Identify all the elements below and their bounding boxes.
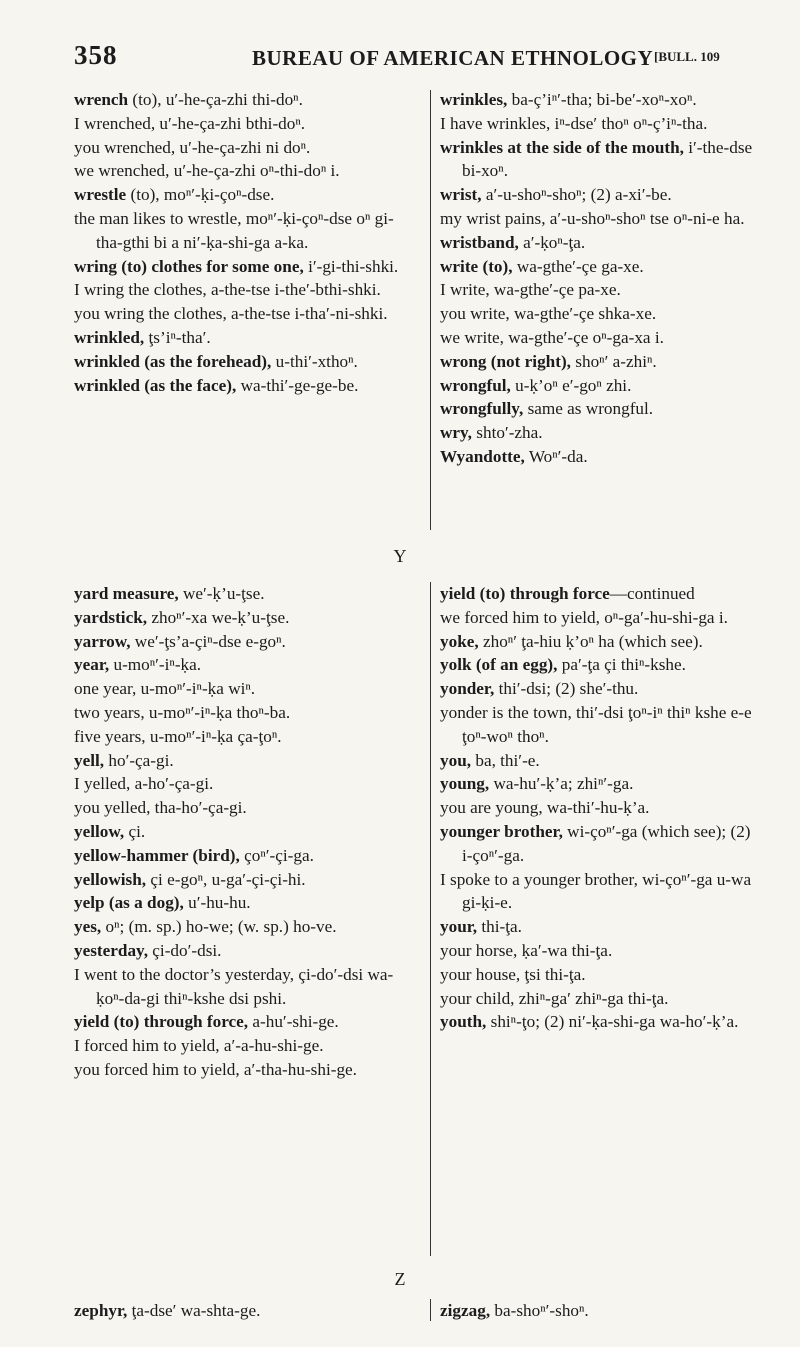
column-rule-z — [430, 1299, 431, 1321]
headword: wrinkled (as the face), — [74, 375, 237, 395]
dictionary-entry — [440, 255, 760, 279]
dictionary-entry — [74, 606, 414, 630]
headword: wrinkled, — [74, 327, 145, 347]
headword: younger brother, — [440, 821, 563, 841]
example-phrase: I spoke to a younger brother, wi-çoⁿ′-ga u-wa gi-ḳi-e. — [440, 869, 752, 913]
headword: yield (to) through force, — [74, 1012, 249, 1032]
headword: wrist, — [440, 185, 482, 205]
page-header — [74, 40, 754, 74]
example-phrase: you yelled, tha-ho′-ça-gi. — [74, 798, 247, 818]
dictionary-entry — [74, 915, 414, 939]
example-phrase: I forced him to yield, a′-a-hu-shi-ge. — [74, 1036, 324, 1056]
example-phrase: you are young, wa-thi′-hu-ḳ’a. — [440, 798, 650, 818]
example-phrase: I write, wa-gthe′-çe pa-xe. — [440, 280, 621, 300]
dictionary-entry — [74, 868, 414, 892]
definition: zhoⁿ′-xa we-ḳ’u-ţse. — [147, 607, 290, 627]
headword: yield (to) through force — [440, 584, 610, 603]
example-phrase: I wring the clothes, a-the-tse i-the′-bthi-shki. — [74, 280, 381, 300]
headword: yes, — [74, 917, 102, 937]
headword: yonder, — [440, 679, 495, 699]
example-phrase: one year, u-moⁿ′-iⁿ-ḳa wiⁿ. — [74, 679, 256, 699]
definition: u′-hu-hu. — [183, 893, 251, 913]
definition: (to), moⁿ′-ḳi-çoⁿ-dse. — [126, 185, 275, 205]
example-phrase: two years, u-moⁿ′-iⁿ-ḳa thoⁿ-ba. — [74, 702, 291, 722]
definition: i′-gi-thi-shki. — [303, 256, 399, 276]
dictionary-entry — [440, 350, 760, 374]
headword: wrench — [74, 90, 129, 109]
headword: wrinkles at the side of the mouth, — [440, 137, 684, 157]
dictionary-entry — [440, 183, 760, 207]
definition: shoⁿ′ a-zhiⁿ. — [570, 351, 657, 371]
dictionary-entry — [74, 88, 414, 112]
w-entries-left-column — [74, 88, 414, 397]
dictionary-entry — [74, 653, 414, 677]
definition: ba-ç’iⁿ′-tha; bi-be′-xoⁿ-xoⁿ. — [507, 90, 697, 109]
dictionary-entry — [74, 630, 414, 654]
dictionary-entry — [440, 445, 760, 469]
definition: a′-ḳoⁿ-ţa. — [518, 232, 586, 252]
headword: wrinkles, — [440, 90, 508, 109]
dictionary-entry — [74, 326, 414, 350]
headword: yelp (as a dog), — [74, 893, 184, 913]
section-letter-z: Z — [394, 1269, 406, 1289]
dictionary-entry — [74, 183, 414, 207]
definition: a′-u-shoⁿ-shoⁿ; (2) a-xi′-be. — [481, 185, 672, 205]
definition: u-moⁿ′-iⁿ-ḳa. — [109, 655, 202, 675]
headword: write (to), — [440, 256, 513, 276]
dictionary-entry — [440, 915, 760, 939]
headword: yellow-hammer (bird), — [74, 845, 240, 865]
dictionary-entry — [74, 582, 414, 606]
definition: shiⁿ-ţo; (2) ni′-ḳa-shi-ga wa-ho′-ḳ’a. — [486, 1012, 739, 1032]
example-phrase: my wrist pains, a′-u-shoⁿ-shoⁿ tse oⁿ-ni-e ha. — [440, 208, 745, 228]
dictionary-entry — [74, 939, 414, 963]
example-phrase: you wring the clothes, a-the-tse i-tha′-ni-shki. — [74, 304, 388, 324]
definition: u-thi′-xthoⁿ. — [271, 351, 358, 371]
headword: wristband, — [440, 232, 519, 252]
headword: wrong (not right), — [440, 351, 571, 371]
example-phrase: I wrenched, u′-he-ça-zhi bthi-doⁿ. — [74, 113, 306, 133]
definition: thi′-dsi; (2) she′-thu. — [494, 679, 639, 699]
headword: Wyandotte, — [440, 446, 525, 466]
headword: yoke, — [440, 631, 479, 651]
headword: wrestle — [74, 185, 127, 205]
example-phrase: you write, wa-gthe′-çe shka-xe. — [440, 304, 657, 324]
definition: ho′-ça-gi. — [104, 750, 174, 770]
dictionary-entry — [440, 582, 760, 606]
definition: Woⁿ′-da. — [524, 446, 588, 466]
example-phrase: your house, ţsi thi-ţa. — [440, 964, 586, 984]
example-phrase: five years, u-moⁿ′-iⁿ-ḳa ça-ţoⁿ. — [74, 726, 282, 746]
headword: yellow, — [74, 821, 125, 841]
example-phrase: you wrenched, u′-he-ça-zhi ni doⁿ. — [74, 137, 311, 157]
w-entries-right-column — [440, 88, 760, 469]
definition: çoⁿ′-çi-ga. — [239, 845, 314, 865]
running-title: BUREAU OF AMERICAN ETHNOLOGY — [252, 46, 654, 70]
definition: wa-thi′-ge-ge-be. — [236, 375, 359, 395]
dictionary-entry — [74, 255, 414, 279]
dictionary-entry — [440, 653, 760, 677]
dictionary-entry — [440, 231, 760, 255]
headword: yarrow, — [74, 631, 131, 651]
definition: çi. — [124, 821, 146, 841]
dictionary-entry — [74, 350, 414, 374]
headword: wrongfully, — [440, 399, 524, 419]
definition: (to), u′-he-ça-zhi thi-doⁿ. — [128, 90, 303, 109]
section-letter-y: Y — [393, 546, 407, 566]
definition: wa-gthe′-çe ga-xe. — [512, 256, 644, 276]
definition: wi-çoⁿ′-ga (which see); (2) i-çoⁿ′-ga. — [462, 821, 751, 865]
example-phrase: we forced him to yield, oⁿ-ga′-hu-shi-ga i. — [440, 607, 728, 627]
dictionary-entry — [74, 820, 414, 844]
definition: zhoⁿ′ ţa-hiu ḳ’oⁿ ha (which see). — [478, 631, 703, 651]
column-rule-y — [430, 582, 431, 1256]
dictionary-entry — [440, 374, 760, 398]
z-entry-zigzag — [440, 1301, 589, 1321]
definition: a-hu′-shi-ge. — [248, 1012, 339, 1032]
definition: same as wrongful. — [523, 399, 654, 419]
definition: çi e-goⁿ, u-ga′-çi-çi-hi. — [146, 869, 306, 889]
definition: we′-ḳ’u-ţse. — [178, 584, 265, 603]
headword: yolk (of an egg), — [440, 655, 558, 675]
dictionary-entry — [440, 421, 760, 445]
example-phrase: you forced him to yield, a′-tha-hu-shi-ge. — [74, 1059, 357, 1079]
headword: yard measure, — [74, 584, 179, 603]
dictionary-entry — [440, 88, 760, 112]
headword: yell, — [74, 750, 105, 770]
definition: u-ḳ’oⁿ e′-goⁿ zhi. — [510, 375, 632, 395]
example-phrase: we wrenched, u′-he-ça-zhi oⁿ-thi-doⁿ i. — [74, 161, 340, 181]
definition: ţs’iⁿ-tha′. — [144, 327, 211, 347]
dictionary-entry — [440, 397, 760, 421]
z-entry-zephyr — [74, 1301, 260, 1321]
headword: yardstick, — [74, 607, 148, 627]
headword: your, — [440, 917, 478, 937]
dictionary-entry — [74, 749, 414, 773]
example-phrase: I went to the doctor’s yesterday, çi-do′-dsi wa-ḳoⁿ-da-gi thiⁿ-kshe dsi pshi. — [74, 964, 394, 1008]
definition: ba-shoⁿ′-shoⁿ. — [490, 1301, 589, 1320]
definition: i′-the-dse bi-xoⁿ. — [462, 137, 753, 181]
headword: wrongful, — [440, 375, 511, 395]
definition: shto′-zha. — [471, 423, 543, 443]
column-rule-w — [430, 90, 431, 530]
dictionary-entry — [440, 630, 760, 654]
dictionary-entry — [74, 844, 414, 868]
example-phrase: we write, wa-gthe′-çe oⁿ-ga-xa i. — [440, 327, 664, 347]
dictionary-entry — [74, 891, 414, 915]
page-number: 358 — [74, 40, 118, 70]
definition: ţa-dse′ wa-shta-ge. — [127, 1301, 261, 1320]
dictionary-entry — [74, 374, 414, 398]
dictionary-entry — [440, 749, 760, 773]
dictionary-entry — [440, 772, 760, 796]
definition: oⁿ; (m. sp.) ho-we; (w. sp.) ho-ve. — [101, 917, 337, 937]
dictionary-entry — [440, 136, 760, 184]
definition: pa′-ţa çi thiⁿ-kshe. — [557, 655, 686, 675]
y-entries-left-column — [74, 582, 414, 1082]
headword: yellowish, — [74, 869, 147, 889]
definition: çi-do′-dsi. — [148, 940, 222, 960]
definition: we′-ţs’a-çiⁿ-dse e-goⁿ. — [130, 631, 286, 651]
example-phrase: yonder is the town, thi′-dsi ţoⁿ-iⁿ thiⁿ kshe e-e ţoⁿ-woⁿ thoⁿ. — [440, 702, 752, 746]
headword: young, — [440, 774, 490, 794]
example-phrase: I yelled, a-ho′-ça-gi. — [74, 774, 214, 794]
headword: youth, — [440, 1012, 487, 1032]
example-phrase: I have wrinkles, iⁿ-dse′ thoⁿ oⁿ-ç’iⁿ-tha. — [440, 113, 708, 133]
example-phrase: the man likes to wrestle, moⁿ′-ḳi-çoⁿ-dse oⁿ gi-tha-gthi bi a ni′-ḳa-shi-ga a-ka. — [74, 208, 394, 252]
bulletin-number: [BULL. 109 — [654, 49, 720, 64]
definition: ba, thi′-e. — [471, 750, 540, 770]
y-entries-right-column — [440, 582, 760, 1034]
headword: zephyr, — [74, 1301, 128, 1320]
dictionary-entry — [440, 677, 760, 701]
headword: yesterday, — [74, 940, 148, 960]
headword: year, — [74, 655, 110, 675]
definition: wa-hu′-ḳ’a; zhiⁿ′-ga. — [489, 774, 634, 794]
headword: wrinkled (as the forehead), — [74, 351, 272, 371]
definition: —continued — [609, 584, 695, 603]
headword: zigzag, — [440, 1301, 491, 1320]
dictionary-entry — [74, 1010, 414, 1034]
dictionary-entry — [440, 1010, 760, 1034]
definition: thi-ţa. — [477, 917, 522, 937]
headword: you, — [440, 750, 472, 770]
example-phrase: your horse, ḳa′-wa thi-ţa. — [440, 940, 613, 960]
example-phrase: your child, zhiⁿ-ga′ zhiⁿ-ga thi-ţa. — [440, 988, 669, 1008]
headword: wry, — [440, 423, 472, 443]
dictionary-entry — [440, 820, 760, 868]
headword: wring (to) clothes for some one, — [74, 256, 304, 276]
